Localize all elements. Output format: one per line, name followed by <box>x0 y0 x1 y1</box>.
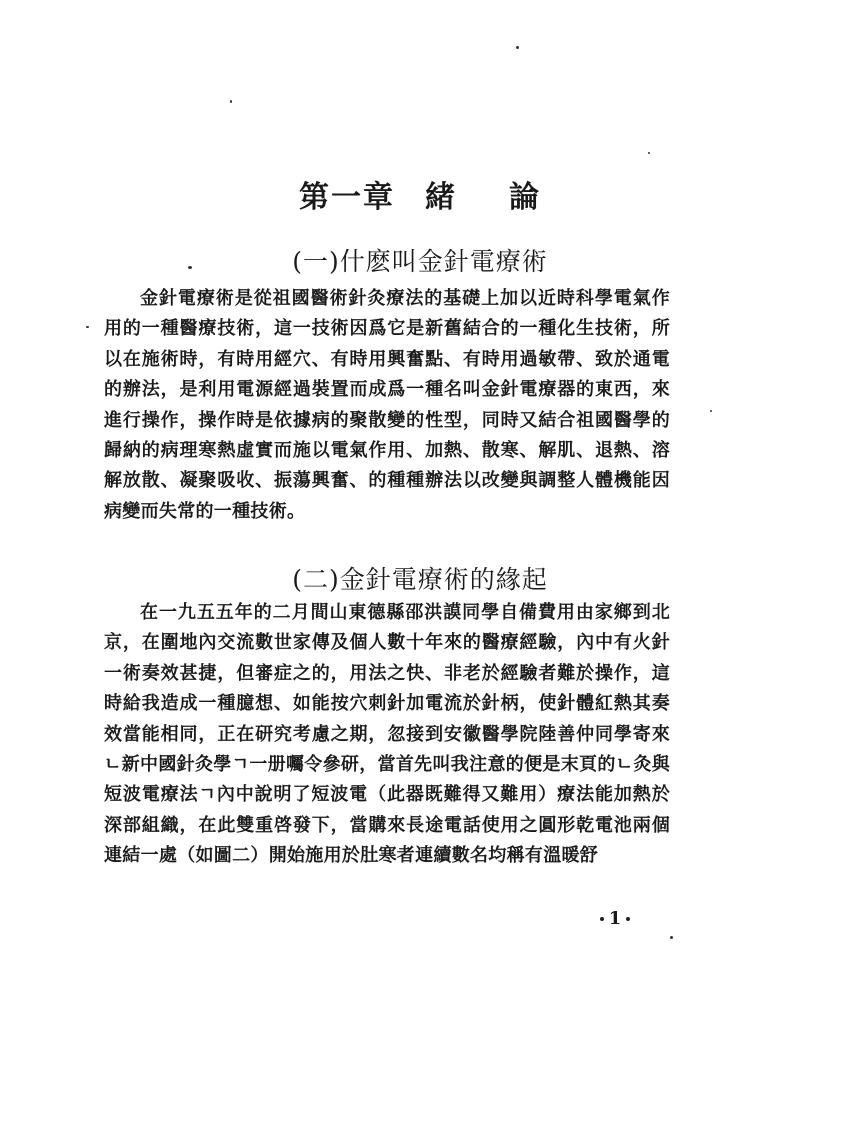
scan-speck <box>230 100 232 103</box>
scan-speck <box>516 46 519 49</box>
chapter-title-word-1: 緒 <box>425 180 457 215</box>
section-paragraph-1: 金針電療術是從祖國醫術針灸療法的基礎上加以近時科學電氣作用的一種醫療技術，這一技術因爲它是新舊結合的一種化生技術，所以在施術時，有時用經穴、有時用興奮點、有時用過敏帶、致於通電的辦法，是利用電源經過裝置而成爲一種名叫金針電療器的東西，來進行操作，操作時是依據病的聚散變的性型，同時又結合祖國醫學的歸納的病理寒熱虛實而施以電氣作用、加熱、散寒、解肌、退熱、溶解放散、凝聚吸收、振蕩興奮、的種種辦法以改變與調整人體機能因病變而失常的一種技術。 <box>104 288 670 522</box>
scan-speck <box>188 266 192 269</box>
scan-speck <box>86 326 89 328</box>
page-number-dot-left <box>600 917 604 921</box>
scan-speck <box>670 936 673 939</box>
scan-speck <box>710 410 712 412</box>
chapter-title-number: 第一章 <box>299 180 395 215</box>
chapter-title-word-2: 論 <box>509 180 541 215</box>
chapter-title <box>200 172 640 216</box>
section-heading-1: (一)什麽叫金針電療術 <box>292 247 548 276</box>
page-number <box>560 908 670 929</box>
section-heading-2: (二)金針電療術的緣起 <box>292 565 548 594</box>
scan-speck <box>648 152 650 154</box>
section-paragraph-2: 在一九五五年的二月間山東德縣邵洪謨同學自備費用由家鄉到北京，在圍地內交流數世家傳及個人數十年來的醫療經驗，內中有火針一術奏效甚捷，但審症之的，用法之快、非老於經驗者難於操作，這時給我造成一種臆想、如能按穴刺針加電流於針柄，使針體紅熱其奏效當能相同，正在研究考慮之期，忽接到安徽醫學院陸善仲同學寄來ㄴ新中國針灸學ㄱ一册囑令參研，當首先叫我注意的便是末頁的ㄴ灸與短波電療法ㄱ內中說明了短波電（此器既難得又難用）療法能加熱於深部組織，在此雙重啓發下，當購來長途電話使用之圓形乾電池兩個連結一處（如圖二）開始施用於肚寒者連續數名均稱有溫暖舒 <box>104 602 670 867</box>
page-number-dot-right <box>626 917 630 921</box>
page-number-value: 1 <box>608 908 622 929</box>
